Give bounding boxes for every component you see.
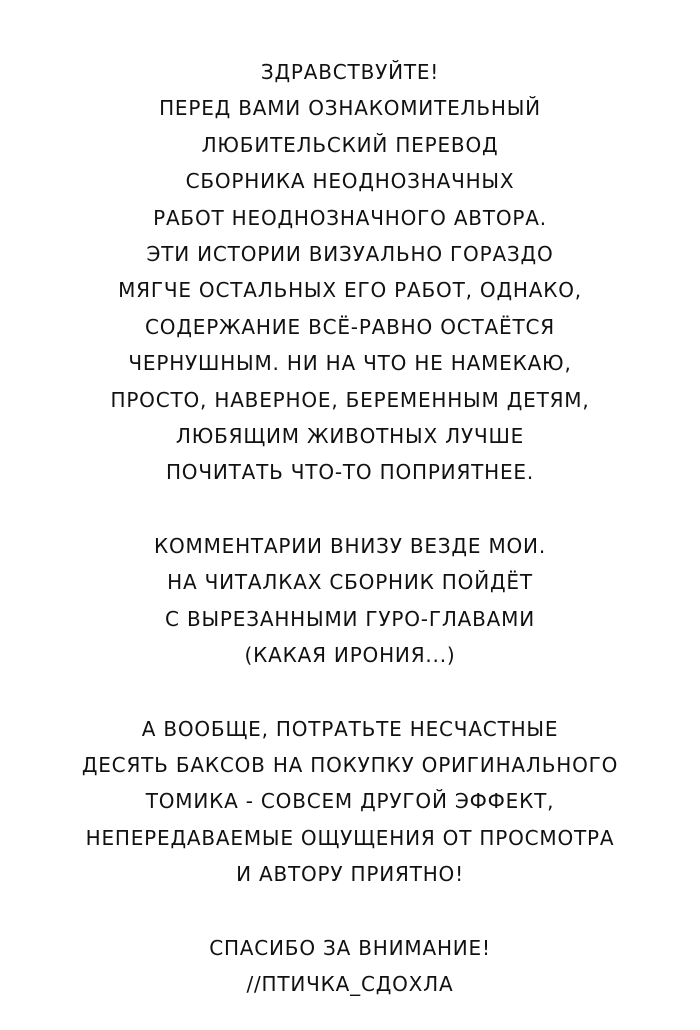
note-line: СБОРНИКА НЕОДНОЗНАЧНЫХ <box>185 169 515 194</box>
thanks-line: СПАСИБО ЗА ВНИМАНИЕ! <box>209 935 491 960</box>
note-line: ЛЮБИТЕЛЬСКИЙ ПЕРЕВОД <box>201 132 499 157</box>
purchase-paragraph <box>0 711 700 893</box>
note-line: А ВООБЩЕ, ПОТРАТЬТЕ НЕСЧАСТНЫЕ <box>141 716 559 741</box>
note-line: (КАКАЯ ИРОНИЯ...) <box>244 643 456 668</box>
note-line: ЗДРАВСТВУЙТЕ! <box>260 60 440 84</box>
note-line: ТОМИКА - СОВСЕМ ДРУГОЙ ЭФФЕКТ, <box>145 789 555 814</box>
note-line: ЛЮБЯЩИМ ЖИВОТНЫХ ЛУЧШЕ <box>175 424 525 449</box>
note-line: ЭТИ ИСТОРИИ ВИЗУАЛЬНО ГОРАЗДО <box>146 242 554 267</box>
note-line: ПРОСТО, НАВЕРНОЕ, БЕРЕМЕННЫМ ДЕТЯМ, <box>110 387 590 412</box>
note-line: ЧЕРНУШНЫМ. НИ НА ЧТО НЕ НАМЕКАЮ, <box>128 351 572 376</box>
note-line: С ВЫРЕЗАННЫМИ ГУРО-ГЛАВАМИ <box>165 606 535 631</box>
note-line: И АВТОРУ ПРИЯТНО! <box>236 862 464 887</box>
translator-note <box>0 54 700 1002</box>
comments-paragraph <box>0 528 700 674</box>
note-line: НЕПЕРЕДАВАЕМЫЕ ОЩУЩЕНИЯ ОТ ПРОСМОТРА <box>85 825 615 850</box>
signoff-paragraph <box>0 930 700 1003</box>
note-line: ДЕСЯТЬ БАКСОВ НА ПОКУПКУ ОРИГИНАЛЬНОГО <box>81 752 619 777</box>
note-line: СОДЕРЖАНИЕ ВСЁ-РАВНО ОСТАЁТСЯ <box>145 314 555 339</box>
note-line: НА ЧИТАЛКАХ СБОРНИК ПОЙДЁТ <box>167 570 533 595</box>
intro-paragraph <box>0 54 700 491</box>
note-line: МЯГЧЕ ОСТАЛЬНЫХ ЕГО РАБОТ, ОДНАКО, <box>118 278 582 303</box>
note-line: ПОЧИТАТЬ ЧТО-ТО ПОПРИЯТНЕЕ. <box>165 460 535 485</box>
note-line: РАБОТ НЕОДНОЗНАЧНОГО АВТОРА. <box>153 205 547 230</box>
signature-line: //ПТИЧКА_СДОХЛА <box>246 971 454 996</box>
note-line: КОММЕНТАРИИ ВНИЗУ ВЕЗДЕ МОИ. <box>154 533 546 558</box>
note-line: ПЕРЕД ВАМИ ОЗНАКОМИТЕЛЬНЫЙ <box>159 96 541 121</box>
